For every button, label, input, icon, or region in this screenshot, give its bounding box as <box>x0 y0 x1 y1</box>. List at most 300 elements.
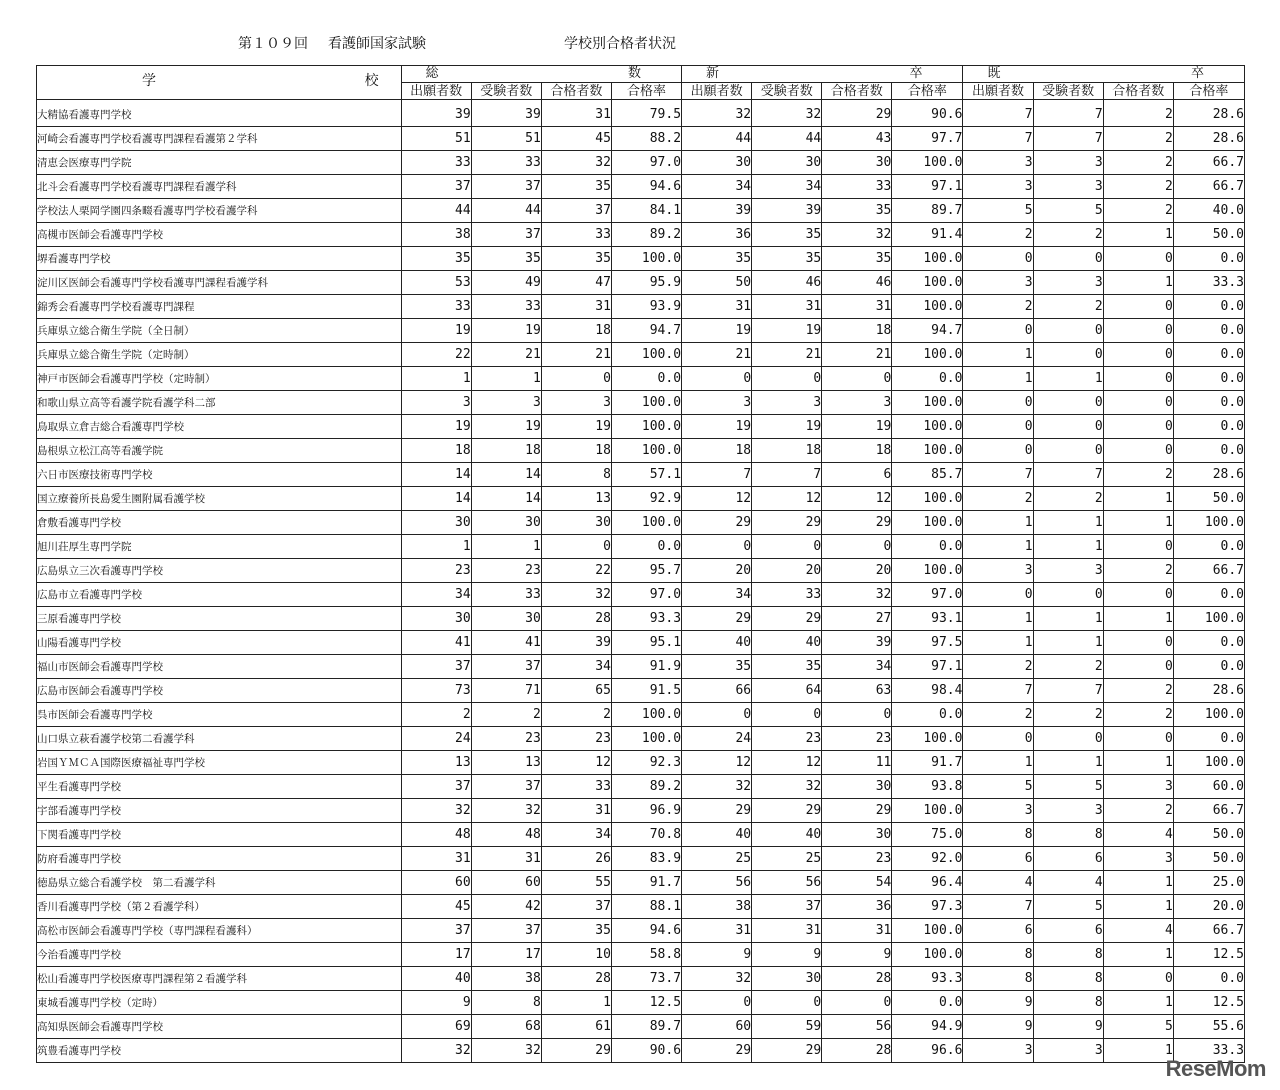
total-pass-rate: 79.5 <box>611 100 681 127</box>
total-pass-rate: 94.6 <box>611 919 681 943</box>
table-row <box>37 247 1245 271</box>
total-pass-rate: 88.1 <box>611 895 681 919</box>
total-applicants: 33 <box>401 151 471 175</box>
table-row <box>37 487 1245 511</box>
school-name: 平生看護専門学校 <box>37 775 402 799</box>
total-pass-rate: 100.0 <box>611 439 681 463</box>
total-examinees: 23 <box>471 727 541 751</box>
prev-passers: 1 <box>1103 943 1173 967</box>
total-applicants: 37 <box>401 175 471 199</box>
total-pass-rate: 91.7 <box>611 871 681 895</box>
total-passers: 39 <box>541 631 611 655</box>
total-applicants: 24 <box>401 727 471 751</box>
new-applicants: 0 <box>682 703 752 727</box>
total-pass-rate: 97.0 <box>611 151 681 175</box>
new-examinees: 21 <box>752 343 822 367</box>
total-applicants: 18 <box>401 439 471 463</box>
new-pass-rate: 97.1 <box>892 175 963 199</box>
prev-pass-rate: 100.0 <box>1173 703 1244 727</box>
new-passers: 30 <box>822 151 892 175</box>
total-applicants: 32 <box>401 799 471 823</box>
group-header-new-grads: 新 卒 <box>682 66 963 83</box>
total-examinees: 17 <box>471 943 541 967</box>
prev-examinees: 1 <box>1033 751 1103 775</box>
total-examinees: 42 <box>471 895 541 919</box>
total-pass-rate: 100.0 <box>611 703 681 727</box>
total-applicants: 45 <box>401 895 471 919</box>
prev-examinees: 2 <box>1033 655 1103 679</box>
prev-applicants: 5 <box>963 199 1033 223</box>
prev-passers: 1 <box>1103 487 1173 511</box>
new-pass-rate: 100.0 <box>892 511 963 535</box>
table-row <box>37 607 1245 631</box>
prev-pass-rate: 0.0 <box>1173 535 1244 559</box>
prev-applicants: 7 <box>963 679 1033 703</box>
new-passers: 31 <box>822 295 892 319</box>
school-name: 東城看護専門学校（定時） <box>37 991 402 1015</box>
prev-applicants: 0 <box>963 583 1033 607</box>
new-examinees: 30 <box>752 151 822 175</box>
school-name: 広島市立看護専門学校 <box>37 583 402 607</box>
total-pass-rate: 100.0 <box>611 247 681 271</box>
total-passers: 35 <box>541 175 611 199</box>
prev-examinees: 8 <box>1033 967 1103 991</box>
prev-examinees: 0 <box>1033 319 1103 343</box>
table-row <box>37 319 1245 343</box>
prev-applicants: 6 <box>963 919 1033 943</box>
total-pass-rate: 83.9 <box>611 847 681 871</box>
prev-applicants: 3 <box>963 559 1033 583</box>
total-pass-rate: 91.5 <box>611 679 681 703</box>
total-applicants: 35 <box>401 247 471 271</box>
new-passers: 46 <box>822 271 892 295</box>
new-applicants: 24 <box>682 727 752 751</box>
table-row <box>37 223 1245 247</box>
new-passers: 36 <box>822 895 892 919</box>
prev-pass-rate: 50.0 <box>1173 847 1244 871</box>
total-applicants: 48 <box>401 823 471 847</box>
school-name: 鳥取県立倉吉総合看護専門学校 <box>37 415 402 439</box>
new-pass-rate: 100.0 <box>892 151 963 175</box>
total-passers: 21 <box>541 343 611 367</box>
new-passers: 28 <box>822 967 892 991</box>
total-examinees: 60 <box>471 871 541 895</box>
prev-applicants: 2 <box>963 487 1033 511</box>
school-name: 和歌山県立高等看護学院看護学科二部 <box>37 391 402 415</box>
total-passers: 18 <box>541 319 611 343</box>
new-passers: 0 <box>822 367 892 391</box>
prev-examinees: 5 <box>1033 775 1103 799</box>
prev-examinees: 7 <box>1033 100 1103 127</box>
total-applicants: 2 <box>401 703 471 727</box>
total-passers: 33 <box>541 223 611 247</box>
new-applicants: 50 <box>682 271 752 295</box>
total-applicants: 22 <box>401 343 471 367</box>
total-applicants: 13 <box>401 751 471 775</box>
prev-pass-rate: 0.0 <box>1173 967 1244 991</box>
prev-passers: 2 <box>1103 100 1173 127</box>
new-pass-rate: 96.6 <box>892 1039 963 1063</box>
total-pass-rate: 57.1 <box>611 463 681 487</box>
prev-pass-rate: 100.0 <box>1173 751 1244 775</box>
total-examinees: 18 <box>471 439 541 463</box>
new-applicants: 0 <box>682 367 752 391</box>
new-pass-rate: 100.0 <box>892 943 963 967</box>
prev-applicants: 3 <box>963 799 1033 823</box>
prev-pass-rate: 0.0 <box>1173 583 1244 607</box>
table-row <box>37 847 1245 871</box>
school-name: 兵庫県立総合衛生学院（全日制） <box>37 319 402 343</box>
new-applicants: 12 <box>682 487 752 511</box>
new-examinees: 30 <box>752 967 822 991</box>
prev-applicants: 2 <box>963 295 1033 319</box>
prev-passers: 2 <box>1103 679 1173 703</box>
total-passers: 28 <box>541 967 611 991</box>
total-passers: 0 <box>541 535 611 559</box>
total-examinees: 33 <box>471 151 541 175</box>
table-row <box>37 655 1245 679</box>
prev-examinees: 1 <box>1033 511 1103 535</box>
total-examinees: 1 <box>471 535 541 559</box>
new-applicants: 0 <box>682 535 752 559</box>
new-examinees: 3 <box>752 391 822 415</box>
prev-examinees: 9 <box>1033 1015 1103 1039</box>
total-applicants: 14 <box>401 487 471 511</box>
table-row <box>37 943 1245 967</box>
total-applicants: 19 <box>401 319 471 343</box>
new-examinees: 29 <box>752 607 822 631</box>
prev-examinees: 3 <box>1033 271 1103 295</box>
prev-examinees: 2 <box>1033 295 1103 319</box>
prev-applicants: 7 <box>963 463 1033 487</box>
new-applicants: 21 <box>682 343 752 367</box>
prev-passers: 1 <box>1103 1039 1173 1063</box>
new-passers: 35 <box>822 199 892 223</box>
prev-pass-rate: 66.7 <box>1173 175 1244 199</box>
new-examinees: 40 <box>752 631 822 655</box>
prev-pass-rate: 100.0 <box>1173 607 1244 631</box>
total-passers: 37 <box>541 199 611 223</box>
total-applicants: 1 <box>401 535 471 559</box>
new-passers: 29 <box>822 100 892 127</box>
new-applicants: 36 <box>682 223 752 247</box>
total-applicants: 53 <box>401 271 471 295</box>
new-examinees: 19 <box>752 415 822 439</box>
prev-applicants: 0 <box>963 247 1033 271</box>
school-name: 広島県立三次看護専門学校 <box>37 559 402 583</box>
new-passers: 0 <box>822 703 892 727</box>
prev-pass-rate: 55.6 <box>1173 1015 1244 1039</box>
total-examinees: 68 <box>471 1015 541 1039</box>
new-pass-rate: 0.0 <box>892 991 963 1015</box>
new-pass-rate: 96.4 <box>892 871 963 895</box>
total-pass-rate: 89.2 <box>611 223 681 247</box>
new-pass-rate: 97.0 <box>892 583 963 607</box>
new-examinees: 46 <box>752 271 822 295</box>
prev-passers: 2 <box>1103 799 1173 823</box>
new-examinees: 12 <box>752 751 822 775</box>
prev-applicants: 1 <box>963 535 1033 559</box>
table-row <box>37 391 1245 415</box>
column-header: 出願者数 <box>963 83 1033 100</box>
school-name: 高槻市医師会看護専門学校 <box>37 223 402 247</box>
new-pass-rate: 89.7 <box>892 199 963 223</box>
prev-pass-rate: 0.0 <box>1173 391 1244 415</box>
prev-pass-rate: 0.0 <box>1173 367 1244 391</box>
column-header: 合格者数 <box>822 83 892 100</box>
total-passers: 37 <box>541 895 611 919</box>
new-passers: 35 <box>822 247 892 271</box>
school-name: 淀川区医師会看護専門学校看護専門課程看護学科 <box>37 271 402 295</box>
prev-passers: 3 <box>1103 775 1173 799</box>
new-passers: 32 <box>822 583 892 607</box>
total-examinees: 33 <box>471 295 541 319</box>
new-passers: 28 <box>822 1039 892 1063</box>
total-passers: 31 <box>541 799 611 823</box>
table-row <box>37 535 1245 559</box>
school-name: 旭川荘厚生専門学院 <box>37 535 402 559</box>
prev-examinees: 8 <box>1033 943 1103 967</box>
prev-pass-rate: 50.0 <box>1173 223 1244 247</box>
prev-examinees: 7 <box>1033 463 1103 487</box>
total-examinees: 44 <box>471 199 541 223</box>
total-examinees: 1 <box>471 367 541 391</box>
column-header: 出願者数 <box>682 83 752 100</box>
total-pass-rate: 12.5 <box>611 991 681 1015</box>
prev-examinees: 0 <box>1033 247 1103 271</box>
new-pass-rate: 0.0 <box>892 703 963 727</box>
total-pass-rate: 93.3 <box>611 607 681 631</box>
prev-applicants: 1 <box>963 631 1033 655</box>
new-examinees: 29 <box>752 1039 822 1063</box>
prev-applicants: 1 <box>963 367 1033 391</box>
total-applicants: 73 <box>401 679 471 703</box>
new-passers: 29 <box>822 511 892 535</box>
new-examinees: 31 <box>752 919 822 943</box>
new-pass-rate: 100.0 <box>892 247 963 271</box>
prev-passers: 0 <box>1103 727 1173 751</box>
prev-examinees: 3 <box>1033 799 1103 823</box>
total-applicants: 37 <box>401 919 471 943</box>
school-name: 高知県医師会看護専門学校 <box>37 1015 402 1039</box>
new-passers: 63 <box>822 679 892 703</box>
new-examinees: 0 <box>752 703 822 727</box>
school-name: 今治看護専門学校 <box>37 943 402 967</box>
total-passers: 0 <box>541 367 611 391</box>
prev-passers: 0 <box>1103 247 1173 271</box>
total-examinees: 37 <box>471 175 541 199</box>
total-passers: 34 <box>541 823 611 847</box>
new-applicants: 12 <box>682 751 752 775</box>
total-examinees: 13 <box>471 751 541 775</box>
new-pass-rate: 100.0 <box>892 727 963 751</box>
new-applicants: 31 <box>682 919 752 943</box>
total-passers: 45 <box>541 127 611 151</box>
new-applicants: 60 <box>682 1015 752 1039</box>
school-name: 広島市医師会看護専門学校 <box>37 679 402 703</box>
table-row <box>37 439 1245 463</box>
prev-pass-rate: 66.7 <box>1173 799 1244 823</box>
table-row <box>37 511 1245 535</box>
prev-examinees: 3 <box>1033 175 1103 199</box>
total-examinees: 21 <box>471 343 541 367</box>
new-examinees: 37 <box>752 895 822 919</box>
prev-passers: 2 <box>1103 199 1173 223</box>
new-applicants: 18 <box>682 439 752 463</box>
new-applicants: 35 <box>682 247 752 271</box>
exam-round: 第１０９回 <box>238 36 308 52</box>
new-passers: 9 <box>822 943 892 967</box>
new-pass-rate: 100.0 <box>892 415 963 439</box>
total-pass-rate: 96.9 <box>611 799 681 823</box>
total-passers: 2 <box>541 703 611 727</box>
prev-pass-rate: 0.0 <box>1173 655 1244 679</box>
prev-pass-rate: 50.0 <box>1173 487 1244 511</box>
total-pass-rate: 93.9 <box>611 295 681 319</box>
total-passers: 65 <box>541 679 611 703</box>
total-passers: 22 <box>541 559 611 583</box>
total-pass-rate: 89.2 <box>611 775 681 799</box>
total-applicants: 40 <box>401 967 471 991</box>
prev-applicants: 6 <box>963 847 1033 871</box>
table-row <box>37 703 1245 727</box>
total-examinees: 30 <box>471 607 541 631</box>
prev-passers: 2 <box>1103 127 1173 151</box>
total-examinees: 38 <box>471 967 541 991</box>
total-passers: 8 <box>541 463 611 487</box>
prev-applicants: 1 <box>963 607 1033 631</box>
school-name: 下関看護専門学校 <box>37 823 402 847</box>
prev-passers: 1 <box>1103 511 1173 535</box>
total-applicants: 41 <box>401 631 471 655</box>
column-header: 受験者数 <box>471 83 541 100</box>
new-pass-rate: 94.9 <box>892 1015 963 1039</box>
total-passers: 61 <box>541 1015 611 1039</box>
school-name: 呉市医師会看護専門学校 <box>37 703 402 727</box>
new-examinees: 29 <box>752 511 822 535</box>
prev-applicants: 9 <box>963 1015 1033 1039</box>
new-applicants: 32 <box>682 967 752 991</box>
new-examinees: 59 <box>752 1015 822 1039</box>
new-pass-rate: 100.0 <box>892 391 963 415</box>
total-examinees: 39 <box>471 100 541 127</box>
prev-applicants: 8 <box>963 823 1033 847</box>
school-name: 徳島県立総合看護学校 第二看護学科 <box>37 871 402 895</box>
school-name: 山口県立萩看護学校第二看護学科 <box>37 727 402 751</box>
new-pass-rate: 91.7 <box>892 751 963 775</box>
prev-passers: 0 <box>1103 319 1173 343</box>
new-applicants: 29 <box>682 799 752 823</box>
prev-applicants: 0 <box>963 439 1033 463</box>
total-pass-rate: 90.6 <box>611 1039 681 1063</box>
total-applicants: 23 <box>401 559 471 583</box>
prev-pass-rate: 50.0 <box>1173 823 1244 847</box>
new-applicants: 9 <box>682 943 752 967</box>
total-examinees: 49 <box>471 271 541 295</box>
new-pass-rate: 90.6 <box>892 100 963 127</box>
table-row <box>37 895 1245 919</box>
new-examinees: 32 <box>752 775 822 799</box>
new-applicants: 7 <box>682 463 752 487</box>
total-pass-rate: 95.1 <box>611 631 681 655</box>
new-pass-rate: 100.0 <box>892 271 963 295</box>
prev-applicants: 0 <box>963 727 1033 751</box>
results-table <box>36 65 1245 1063</box>
prev-applicants: 5 <box>963 775 1033 799</box>
prev-examinees: 0 <box>1033 583 1103 607</box>
prev-pass-rate: 0.0 <box>1173 319 1244 343</box>
new-examinees: 32 <box>752 100 822 127</box>
new-applicants: 30 <box>682 151 752 175</box>
column-header: 受験者数 <box>1033 83 1103 100</box>
new-passers: 39 <box>822 631 892 655</box>
prev-examinees: 0 <box>1033 343 1103 367</box>
prev-examinees: 3 <box>1033 151 1103 175</box>
prev-pass-rate: 0.0 <box>1173 439 1244 463</box>
total-applicants: 19 <box>401 415 471 439</box>
new-pass-rate: 98.4 <box>892 679 963 703</box>
total-applicants: 9 <box>401 991 471 1015</box>
total-examinees: 37 <box>471 223 541 247</box>
total-examinees: 31 <box>471 847 541 871</box>
prev-pass-rate: 28.6 <box>1173 100 1244 127</box>
new-pass-rate: 100.0 <box>892 559 963 583</box>
total-pass-rate: 0.0 <box>611 367 681 391</box>
total-applicants: 38 <box>401 223 471 247</box>
school-name: 河崎会看護専門学校看護専門課程看護第２学科 <box>37 127 402 151</box>
total-examinees: 51 <box>471 127 541 151</box>
table-row <box>37 100 1245 127</box>
new-applicants: 66 <box>682 679 752 703</box>
total-examinees: 8 <box>471 991 541 1015</box>
prev-applicants: 7 <box>963 895 1033 919</box>
table-row <box>37 775 1245 799</box>
total-passers: 30 <box>541 511 611 535</box>
school-name: 六日市医療技術専門学校 <box>37 463 402 487</box>
prev-pass-rate: 40.0 <box>1173 199 1244 223</box>
total-passers: 3 <box>541 391 611 415</box>
prev-applicants: 3 <box>963 1039 1033 1063</box>
total-pass-rate: 100.0 <box>611 727 681 751</box>
new-applicants: 25 <box>682 847 752 871</box>
school-name: 大精協看護専門学校 <box>37 100 402 127</box>
new-passers: 54 <box>822 871 892 895</box>
table-row <box>37 559 1245 583</box>
total-pass-rate: 100.0 <box>611 343 681 367</box>
prev-pass-rate: 28.6 <box>1173 463 1244 487</box>
new-applicants: 20 <box>682 559 752 583</box>
prev-pass-rate: 0.0 <box>1173 295 1244 319</box>
prev-passers: 2 <box>1103 151 1173 175</box>
total-applicants: 30 <box>401 607 471 631</box>
new-pass-rate: 75.0 <box>892 823 963 847</box>
prev-pass-rate: 66.7 <box>1173 151 1244 175</box>
new-pass-rate: 100.0 <box>892 487 963 511</box>
column-header: 合格者数 <box>1103 83 1173 100</box>
prev-passers: 1 <box>1103 751 1173 775</box>
prev-applicants: 0 <box>963 415 1033 439</box>
new-passers: 20 <box>822 559 892 583</box>
prev-examinees: 7 <box>1033 127 1103 151</box>
total-pass-rate: 70.8 <box>611 823 681 847</box>
table-row <box>37 967 1245 991</box>
total-passers: 10 <box>541 943 611 967</box>
new-applicants: 40 <box>682 631 752 655</box>
prev-passers: 0 <box>1103 295 1173 319</box>
new-examinees: 35 <box>752 247 822 271</box>
new-pass-rate: 100.0 <box>892 919 963 943</box>
table-row <box>37 871 1245 895</box>
